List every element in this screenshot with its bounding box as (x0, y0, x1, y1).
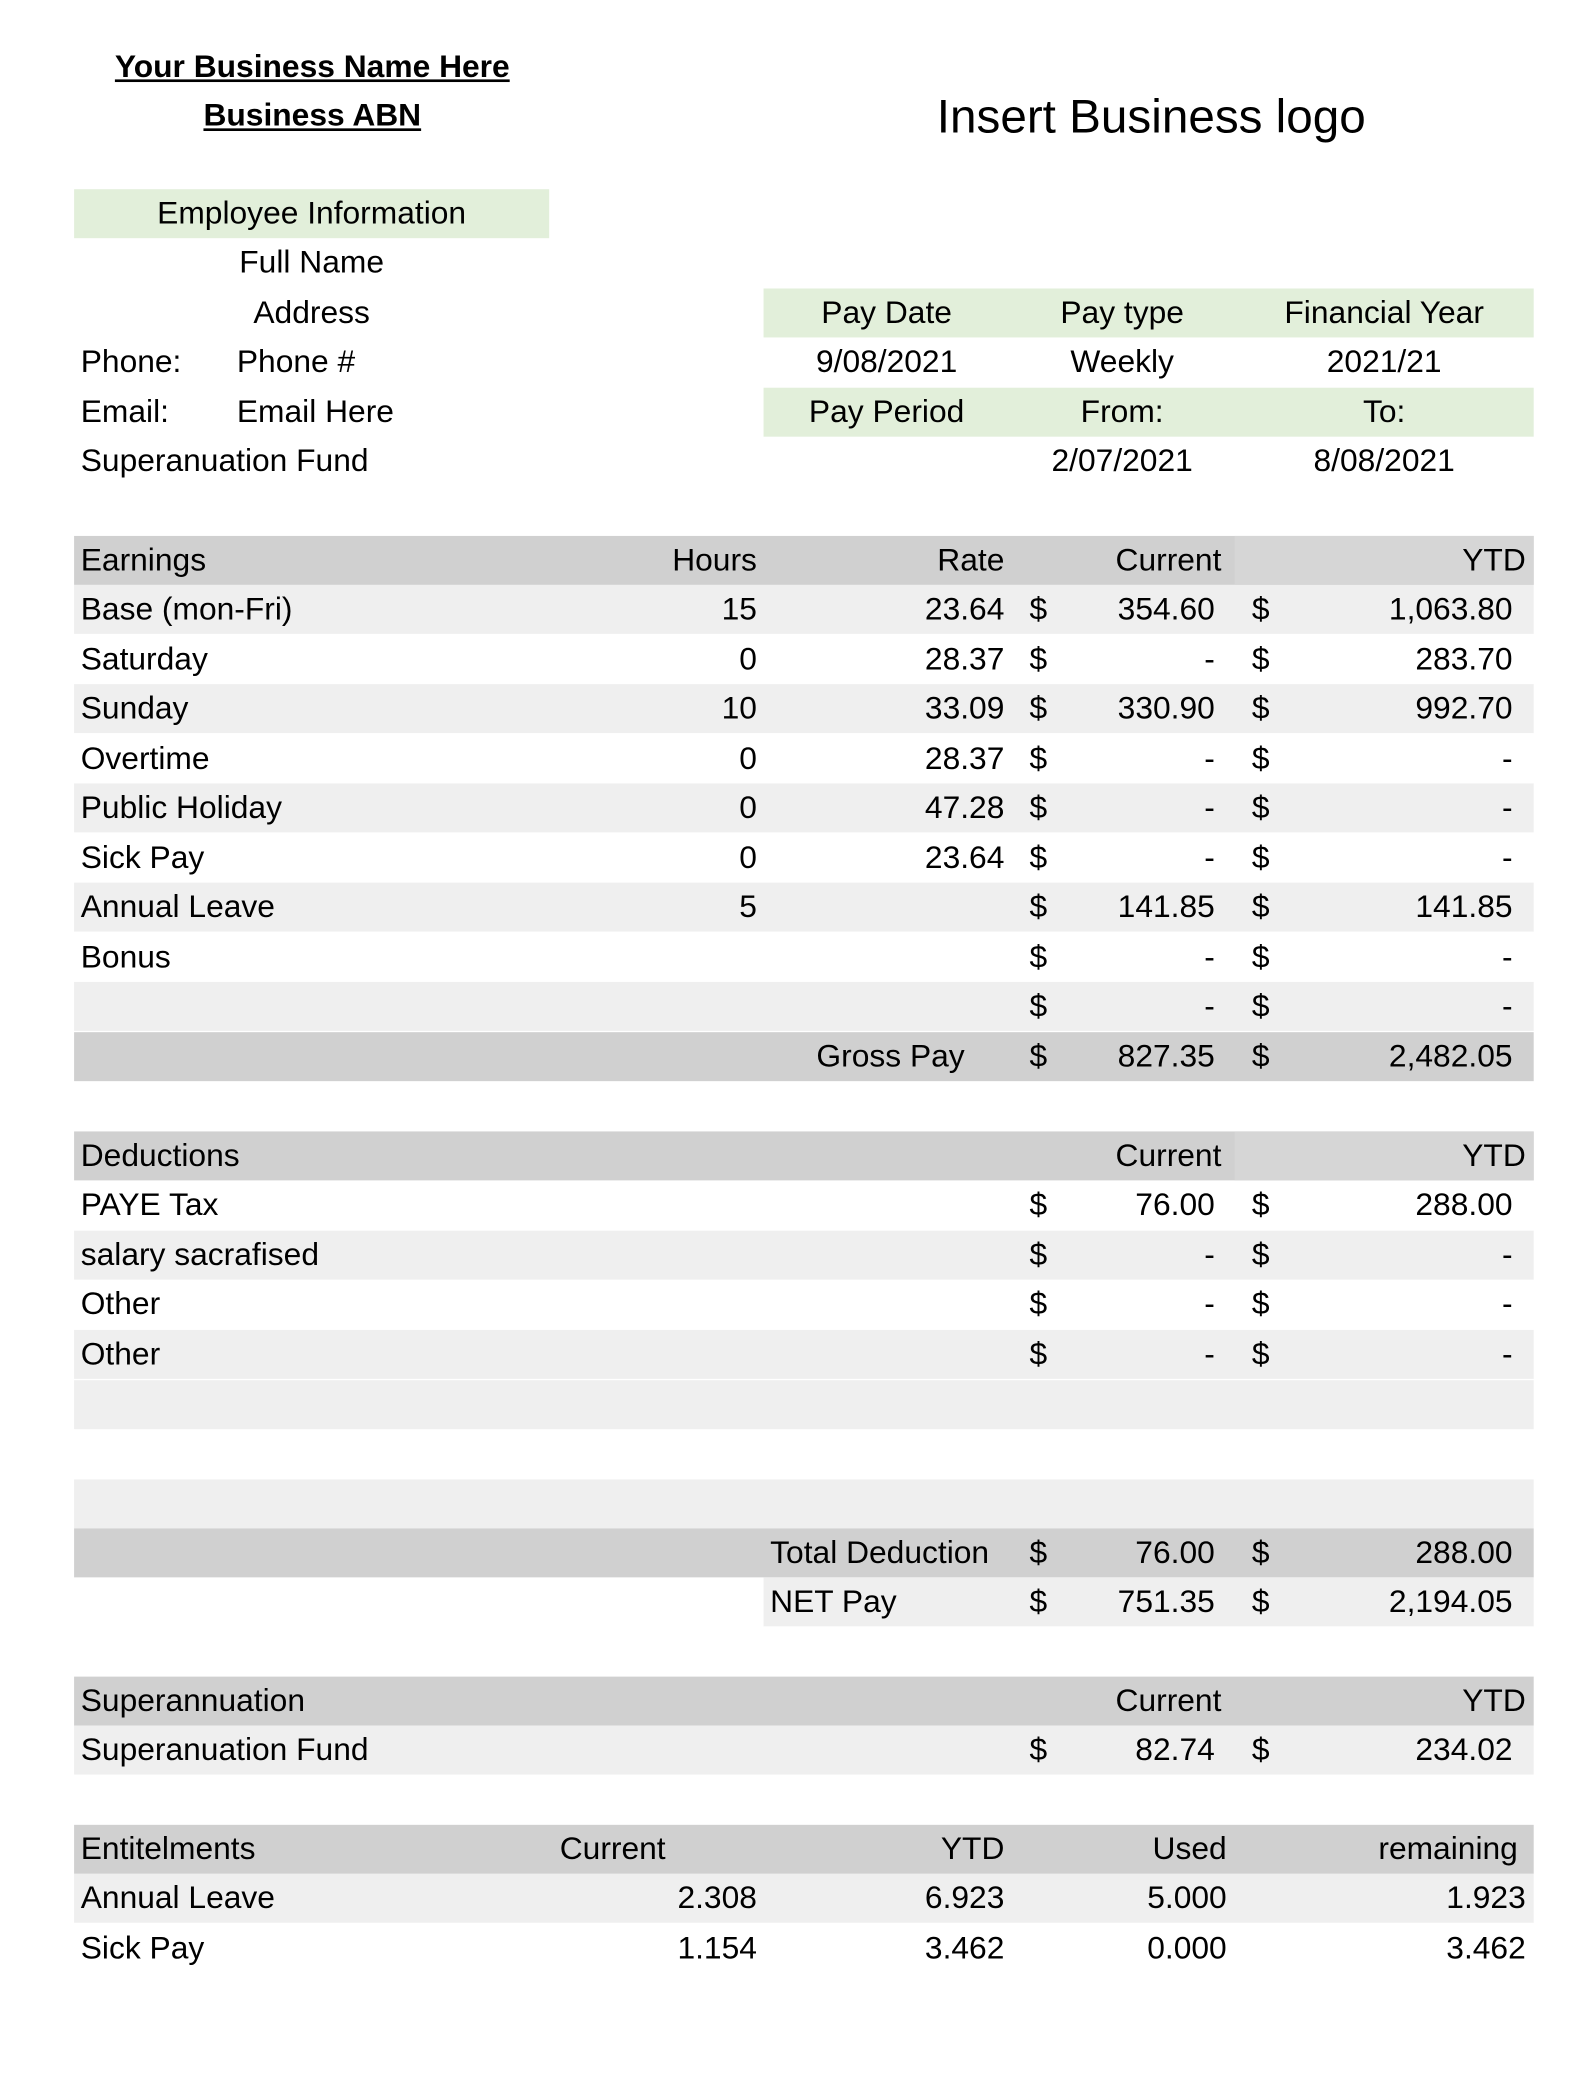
employee-address: Address (253, 295, 370, 331)
earnings-row-current-symbol: $ (1029, 690, 1048, 727)
pay-period-label: Pay Period (808, 394, 965, 431)
email-value: Email Here (236, 394, 394, 431)
earnings-row-ytd: - (1501, 840, 1513, 877)
deductions-row-ytd-symbol: $ (1251, 1237, 1270, 1274)
super-row-label: Superanuation Fund (80, 1732, 369, 1768)
earnings-row-label: Saturday (80, 641, 208, 678)
earnings-row-current: 330.90 (1117, 690, 1215, 727)
business-abn: Business ABN (203, 97, 422, 134)
deductions-row-current: - (1204, 1237, 1215, 1274)
earnings-row-hours: 0 (739, 641, 757, 678)
gross-pay-ytd-symbol: $ (1251, 1038, 1270, 1075)
deductions-row-ytd-symbol: $ (1251, 1286, 1270, 1322)
earnings-row-ytd-symbol: $ (1251, 988, 1270, 1025)
pay-type-value: Weekly (1070, 344, 1174, 380)
deductions-row-ytd: - (1501, 1237, 1513, 1274)
earnings-header-ytd: YTD (1462, 542, 1526, 579)
total-deduction-ytd-symbol: $ (1251, 1535, 1270, 1571)
earnings-row-current-symbol: $ (1029, 939, 1048, 976)
earnings-row-current: - (1204, 741, 1215, 777)
deductions-row-ytd-symbol: $ (1251, 1336, 1270, 1373)
super-ytd: 234.02 (1415, 1732, 1513, 1768)
earnings-row-current-symbol: $ (1029, 889, 1048, 925)
phone-value: Phone # (236, 344, 356, 380)
earnings-row-ytd-symbol: $ (1251, 690, 1270, 727)
entitlements-row-label: Annual Leave (80, 1880, 275, 1917)
earnings-row-current: 354.60 (1117, 591, 1215, 628)
email-label: Email: (80, 394, 169, 431)
entitlements-row-remaining: 3.462 (1446, 1930, 1526, 1967)
deductions-row-current: - (1204, 1336, 1215, 1373)
deductions-row-current-symbol: $ (1029, 1336, 1048, 1373)
deductions-row-ytd: 288.00 (1415, 1187, 1513, 1223)
earnings-row-label: Bonus (80, 939, 171, 976)
earnings-row-hours: 10 (721, 690, 757, 727)
deductions-row-current-symbol: $ (1029, 1237, 1048, 1274)
entitlements-row-ytd: 3.462 (924, 1930, 1005, 1967)
earnings-row-current-symbol: $ (1029, 641, 1048, 678)
deductions-row-ytd: - (1501, 1336, 1513, 1373)
deductions-header-label: Deductions (80, 1138, 240, 1174)
super-header-ytd: YTD (1462, 1683, 1526, 1719)
earnings-row-current: - (1204, 840, 1215, 877)
phone-label: Phone: (80, 344, 182, 380)
net-pay-ytd-symbol: $ (1251, 1583, 1270, 1620)
total-deduction-current: 76.00 (1135, 1535, 1215, 1571)
logo-placeholder: Insert Business logo (936, 88, 1366, 143)
net-pay-label: NET Pay (770, 1583, 897, 1620)
earnings-row-hours: 5 (739, 889, 757, 925)
entitlements-row-remaining: 1.923 (1446, 1880, 1526, 1917)
deductions-row-ytd: - (1501, 1286, 1513, 1322)
deductions-row-current-symbol: $ (1029, 1286, 1048, 1322)
earnings-row-ytd-symbol: $ (1251, 591, 1270, 628)
deductions-header-current: Current (1115, 1138, 1222, 1174)
super-header-label: Superannuation (80, 1683, 305, 1719)
earnings-row-ytd-symbol: $ (1251, 641, 1270, 678)
business-name: Your Business Name Here (114, 48, 510, 85)
deductions-row-ytd-symbol: $ (1251, 1187, 1270, 1223)
earnings-row-ytd: 283.70 (1415, 641, 1513, 678)
employee-info-title: Employee Information (157, 195, 467, 232)
deductions-row-current: - (1204, 1286, 1215, 1322)
earnings-row-hours: 0 (739, 840, 757, 877)
earnings-header-hours: Hours (672, 542, 757, 579)
deductions-row-label: PAYE Tax (80, 1187, 219, 1223)
earnings-row-ytd: 992.70 (1415, 690, 1513, 727)
net-pay-current-symbol: $ (1029, 1583, 1048, 1620)
pay-date-label: Pay Date (821, 295, 952, 331)
entitlements-header-used: Used (1152, 1831, 1227, 1868)
super-fund-name: Superanuation Fund (80, 443, 369, 480)
earnings-row-rate: 47.28 (924, 790, 1005, 826)
earnings-header-current: Current (1115, 542, 1222, 579)
earnings-row-ytd: - (1501, 741, 1513, 777)
deductions-row-label: Other (80, 1336, 161, 1373)
earnings-row-rate: 28.37 (924, 641, 1005, 678)
earnings-row-current: 141.85 (1117, 889, 1215, 925)
earnings-row-label: Sunday (80, 690, 189, 727)
earnings-row-current: - (1204, 641, 1215, 678)
deductions-empty-row (74, 1380, 1534, 1429)
entitlements-row-current: 2.308 (677, 1880, 757, 1917)
earnings-row-current-symbol: $ (1029, 741, 1048, 777)
gross-pay-label: Gross Pay (816, 1038, 965, 1075)
earnings-row-label: Annual Leave (80, 889, 275, 925)
earnings-row-ytd: - (1501, 939, 1513, 976)
net-pay-current: 751.35 (1117, 1583, 1215, 1620)
earnings-row-rate: 23.64 (924, 840, 1005, 877)
entitlements-header-remaining: remaining (1378, 1831, 1518, 1868)
total-deduction-label: Total Deduction (770, 1535, 990, 1571)
deductions-row-label: salary sacrafised (80, 1237, 320, 1274)
super-current-symbol: $ (1029, 1732, 1048, 1768)
entitlements-row-used: 0.000 (1147, 1930, 1227, 1967)
earnings-row-current-symbol: $ (1029, 988, 1048, 1025)
financial-year-label: Financial Year (1284, 295, 1484, 331)
entitlements-row-used: 5.000 (1147, 1880, 1227, 1917)
deductions-row-label: Other (80, 1286, 161, 1322)
earnings-row-hours: 0 (739, 741, 757, 777)
earnings-row-ytd: - (1501, 988, 1513, 1025)
earnings-row-label: Public Holiday (80, 790, 282, 826)
to-label: To: (1362, 394, 1406, 431)
financial-year-value: 2021/21 (1326, 344, 1442, 380)
earnings-row-current-symbol: $ (1029, 790, 1048, 826)
earnings-row-ytd: 141.85 (1415, 889, 1513, 925)
earnings-row-current: - (1204, 790, 1215, 826)
earnings-row-rate: 28.37 (924, 741, 1005, 777)
to-value: 8/08/2021 (1313, 443, 1455, 480)
entitlements-row-current: 1.154 (677, 1930, 757, 1967)
earnings-row-rate: 33.09 (924, 690, 1005, 727)
pay-type-label: Pay type (1060, 295, 1184, 331)
earnings-row-current: - (1204, 988, 1215, 1025)
net-pay-ytd: 2,194.05 (1388, 1583, 1513, 1620)
earnings-header-label: Earnings (80, 542, 207, 579)
deductions-row-current: 76.00 (1135, 1187, 1215, 1223)
earnings-row-ytd: 1,063.80 (1388, 591, 1513, 628)
deductions-row-current-symbol: $ (1029, 1187, 1048, 1223)
earnings-row-hours: 15 (721, 591, 757, 628)
earnings-row-ytd-symbol: $ (1251, 790, 1270, 826)
earnings-row-ytd-symbol: $ (1251, 741, 1270, 777)
earnings-row-ytd-symbol: $ (1251, 939, 1270, 976)
super-ytd-symbol: $ (1251, 1732, 1270, 1768)
earnings-row-ytd: - (1501, 790, 1513, 826)
deductions-empty-row (74, 1479, 1534, 1528)
super-current: 82.74 (1135, 1732, 1215, 1768)
earnings-row-current-symbol: $ (1029, 840, 1048, 877)
earnings-row-label: Base (mon-Fri) (80, 591, 293, 628)
super-header-current: Current (1115, 1683, 1222, 1719)
entitlements-row-ytd: 6.923 (924, 1880, 1005, 1917)
deductions-header-ytd: YTD (1462, 1138, 1526, 1174)
earnings-row-hours: 0 (739, 790, 757, 826)
from-label: From: (1080, 394, 1164, 431)
earnings-row-current: - (1204, 939, 1215, 976)
earnings-row-current-symbol: $ (1029, 591, 1048, 628)
earnings-row-label: Sick Pay (80, 840, 205, 877)
earnings-row-label: Overtime (80, 741, 210, 777)
earnings-row-ytd-symbol: $ (1251, 840, 1270, 877)
entitlements-row-label: Sick Pay (80, 1930, 205, 1967)
gross-pay-ytd: 2,482.05 (1388, 1038, 1513, 1075)
earnings-row-ytd-symbol: $ (1251, 889, 1270, 925)
gross-pay-current: 827.35 (1117, 1038, 1215, 1075)
employee-full-name: Full Name (239, 244, 384, 281)
earnings-row-rate: 23.64 (924, 591, 1005, 628)
from-value: 2/07/2021 (1051, 443, 1193, 480)
entitlements-header-label: Entitelments (80, 1831, 256, 1868)
entitlements-header-ytd: YTD (940, 1831, 1005, 1868)
gross-pay-current-symbol: $ (1029, 1038, 1048, 1075)
entitlements-header-current: Current (559, 1831, 666, 1868)
total-deduction-ytd: 288.00 (1415, 1535, 1513, 1571)
total-deduction-current-symbol: $ (1029, 1535, 1048, 1571)
pay-date-value: 9/08/2021 (815, 344, 958, 380)
earnings-header-rate: Rate (937, 542, 1005, 579)
